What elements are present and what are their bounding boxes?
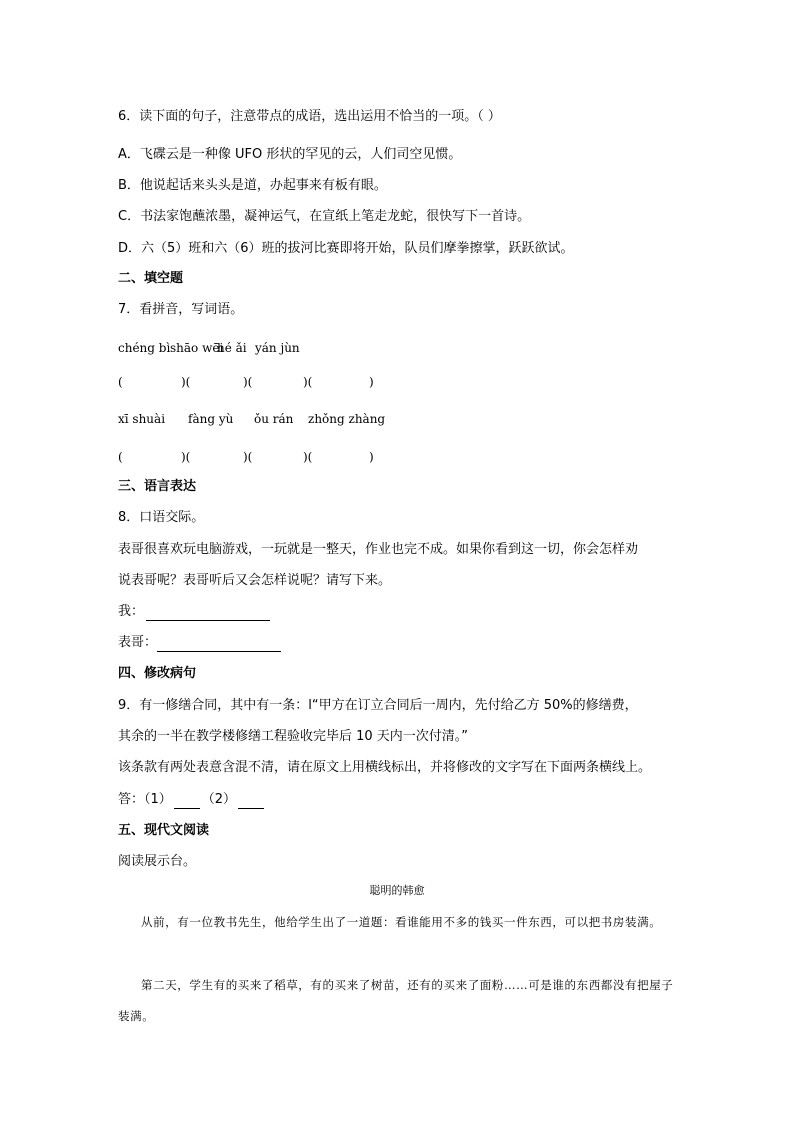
pinyin-word: xī shuài xyxy=(118,412,166,426)
question-7-stem: 7．看拼音，写词语。 xyxy=(118,302,244,317)
section-4-heading: 四、修改病句 xyxy=(118,666,197,681)
bracket-close: ) xyxy=(369,375,374,389)
pinyin-row-1 xyxy=(118,339,317,358)
pinyin-word: hé ǎi xyxy=(217,341,247,355)
question-9-answer-line xyxy=(118,791,266,809)
question-8-prompt-line-1: 表哥很喜欢玩电脑游戏，一玩就是一整天，作业也完不成。如果你看到这一切，你会怎样劝 xyxy=(118,542,639,557)
question-6-stem: 6．读下面的句子，注意带点的成语，选出运用不恰当的一项。（ ） xyxy=(118,109,501,124)
section-5-heading: 五、现代文阅读 xyxy=(118,823,210,838)
answer-brackets-row-1 xyxy=(118,373,374,392)
bracket-pair: )( xyxy=(181,375,191,389)
bracket-pair: )( xyxy=(243,450,253,464)
pinyin-row-2 xyxy=(118,410,388,429)
answer-blank-2[interactable] xyxy=(238,807,264,809)
question-8-prompt-line-2: 说表哥呢？表哥听后又会怎样说呢？请写下来。 xyxy=(118,573,392,588)
question-9-line-3: 该条款有两处表意含混不清，请在原文上用横线标出，并将修改的文字写在下面两条横线上。 xyxy=(118,760,652,775)
answer-mid: （2） xyxy=(201,792,237,807)
question-9-line-1: 9．有一修缮合同，其中有一条：l“甲方在订立合同后一周内，先付给乙方 50%的修缮费， xyxy=(118,698,638,713)
pinyin-word: chéng bì xyxy=(118,341,171,355)
question-6-option-c: C．书法家饱蘸浓墨，凝神运气，在宣纸上笔走龙蛇，很快写下一首诗。 xyxy=(118,209,531,224)
answer-brackets-row-2 xyxy=(118,448,374,467)
bracket-pair: )( xyxy=(303,375,313,389)
bracket-pair: )( xyxy=(181,450,191,464)
pinyin-word: zhǒng zhàng xyxy=(308,412,386,426)
pinyin-word: fàng yù xyxy=(188,412,234,426)
cousin-answer-blank[interactable] xyxy=(157,650,281,652)
bracket-open: ( xyxy=(118,375,123,389)
section-3-heading: 三、语言表达 xyxy=(118,479,197,494)
pinyin-word: shāo wēi xyxy=(170,341,224,355)
bracket-pair: )( xyxy=(303,450,313,464)
cousin-label: 表哥： xyxy=(118,635,158,650)
question-9-line-2: 其余的一半在教学楼修缮工程验收完毕后 10 天内一次付清。” xyxy=(118,729,469,744)
me-answer-line xyxy=(118,603,270,621)
pinyin-word: yán jùn xyxy=(255,341,300,355)
question-6-option-a: A．飞碟云是一种像 UFO 形状的罕见的云，人们司空见惯。 xyxy=(118,147,462,162)
answer-blank-1[interactable] xyxy=(174,807,200,809)
answer-prefix: 答：（1） xyxy=(118,792,172,807)
me-label: 我： xyxy=(118,604,145,619)
story-paragraph-2: 第二天，学生有的买来了稻草，有的买来了树苗，还有的买来了面粉……可是谁的东西都没有把屋子装满。 xyxy=(118,978,674,1023)
question-8-stem: 8．口语交际。 xyxy=(118,510,205,525)
bracket-close: ) xyxy=(369,450,374,464)
question-6-option-b: B．他说起话来头头是道，办起事来有板有眼。 xyxy=(118,178,387,193)
bracket-pair: )( xyxy=(243,375,253,389)
question-6-option-d: D．六（5）班和六（6）班的拔河比赛即将开始，队员们摩拳擦掌，跃跃欲试。 xyxy=(118,241,574,256)
pinyin-word: ǒu rán xyxy=(254,412,294,426)
me-answer-blank[interactable] xyxy=(146,619,270,621)
bracket-open: ( xyxy=(118,450,123,464)
section-2-heading: 二、填空题 xyxy=(118,271,184,286)
cousin-answer-line xyxy=(118,634,281,652)
story-paragraph-1: 从前，有一位教书先生，他给学生出了一道题：看谁能用不多的钱买一件东西，可以把书房装满。 xyxy=(141,915,662,929)
story-title: 聪明的韩愈 xyxy=(369,884,425,897)
reading-intro: 阅读展示台。 xyxy=(118,854,197,869)
